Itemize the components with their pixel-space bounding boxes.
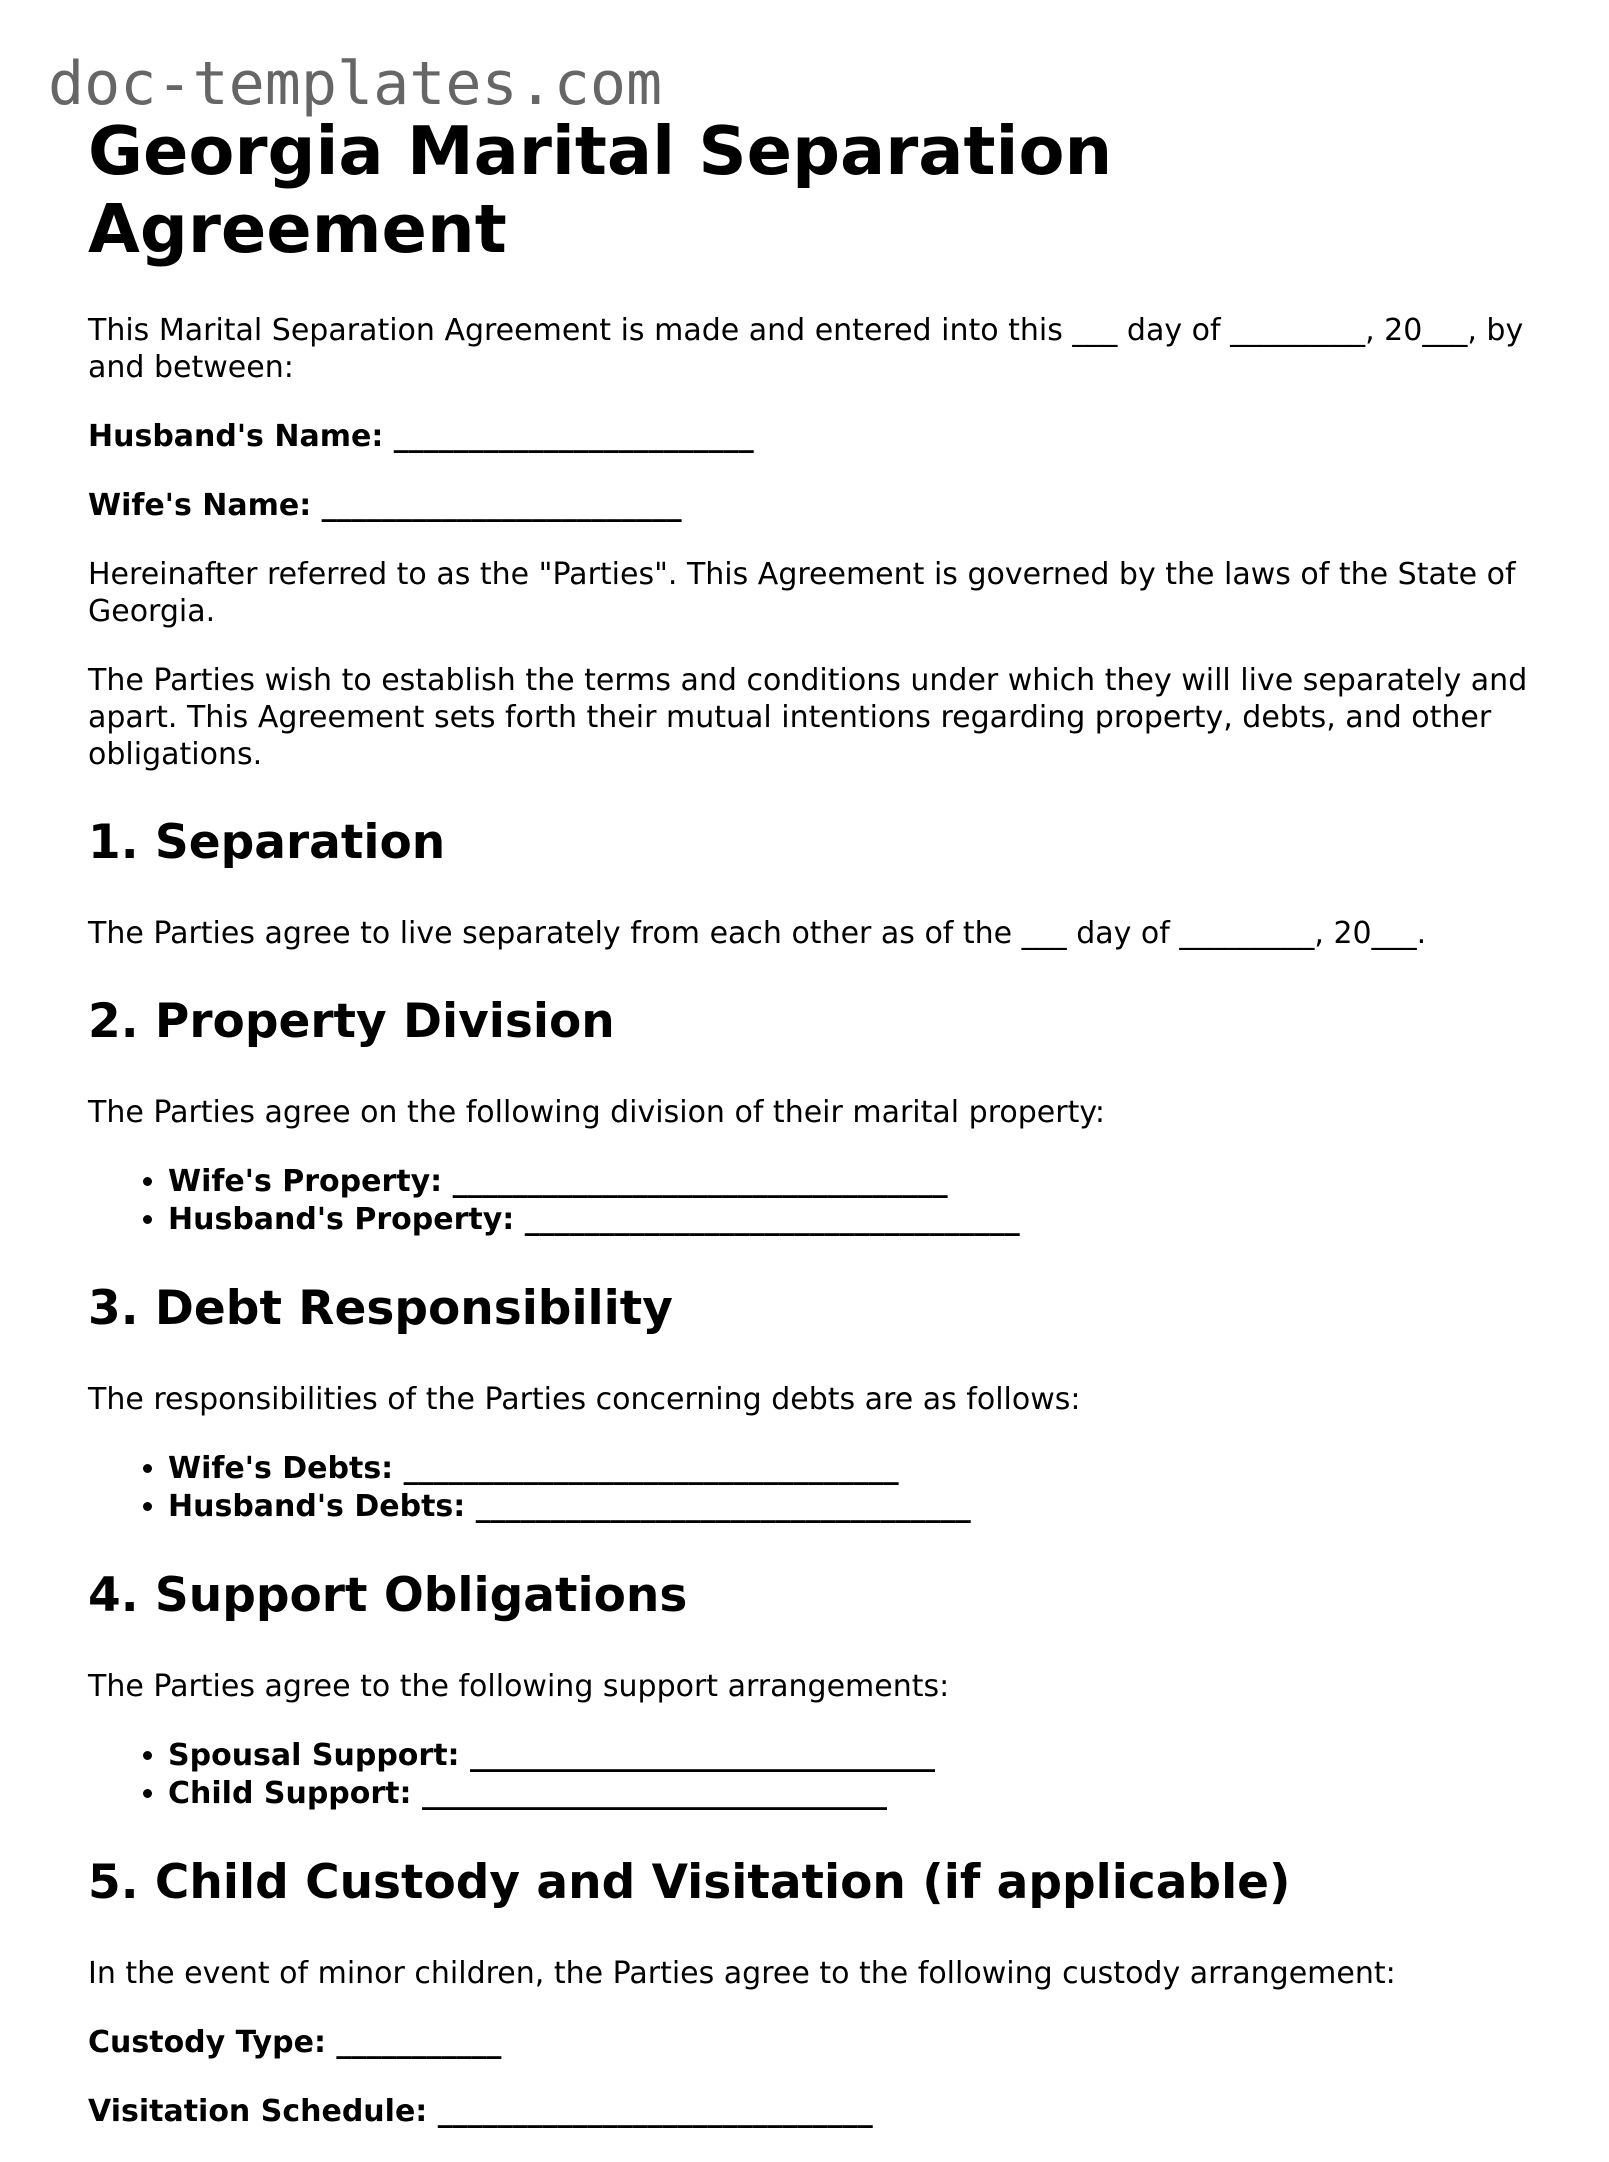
support-list [88, 1737, 1538, 1813]
section-heading-separation: 1. Separation [88, 815, 446, 870]
section-heading-debt: 3. Debt Responsibility [88, 1281, 673, 1336]
list-item-wife-property: • Wife's Property: _________________________________ [168, 1163, 1538, 1201]
document-title: Georgia Marital Separation Agreement [88, 112, 1113, 268]
property-paragraph: The Parties agree on the following division of their marital property: [88, 1095, 1106, 1130]
list-item-husband-property: • Husband's Property: _________________________________ [168, 1201, 1538, 1239]
document-body [88, 112, 1538, 2162]
separation-paragraph: The Parties agree to live separately from each other as of the ___ day of _________, 20___. [88, 916, 1427, 951]
intro-paragraph: This Marital Separation Agreement is made and entered into this ___ day of _________, 20___, by and between: [88, 313, 1524, 385]
parties-paragraph: Hereinafter referred to as the "Parties". This Agreement is governed by the laws of the State of Georgia. [88, 557, 1516, 629]
wife-name-field: Wife's Name: ________________________ [88, 488, 682, 523]
debt-list [88, 1450, 1538, 1526]
debt-paragraph: The responsibilities of the Parties concerning debts are as follows: [88, 1382, 1081, 1417]
watermark: doc-templates.com [48, 49, 663, 119]
list-item-spousal-support: • Spousal Support: _______________________________ [168, 1737, 1538, 1775]
husband-name-field: Husband's Name: ________________________ [88, 419, 754, 454]
section-heading-property: 2. Property Division [88, 994, 615, 1049]
section-heading-support: 4. Support Obligations [88, 1568, 688, 1623]
property-list [88, 1163, 1538, 1239]
custody-paragraph: In the event of minor children, the Parties agree to the following custody arrangement: [88, 1956, 1396, 1991]
section-heading-custody: 5. Child Custody and Visitation (if applicable) [88, 1855, 1291, 1910]
visitation-schedule-field: Visitation Schedule: _____________________________ [88, 2094, 873, 2129]
list-item-wife-debts: • Wife's Debts: _________________________________ [168, 1450, 1538, 1488]
custody-type-field: Custody Type: ___________ [88, 2025, 502, 2060]
purpose-paragraph: The Parties wish to establish the terms and conditions under which they will live separately and apart. This Agreement sets forth their mutual intentions regarding property, debts, and other obligations. [88, 663, 1528, 772]
list-item-child-support: • Child Support: _______________________________ [168, 1775, 1538, 1813]
list-item-husband-debts: • Husband's Debts: _________________________________ [168, 1488, 1538, 1526]
support-paragraph: The Parties agree to the following support arrangements: [88, 1669, 950, 1704]
